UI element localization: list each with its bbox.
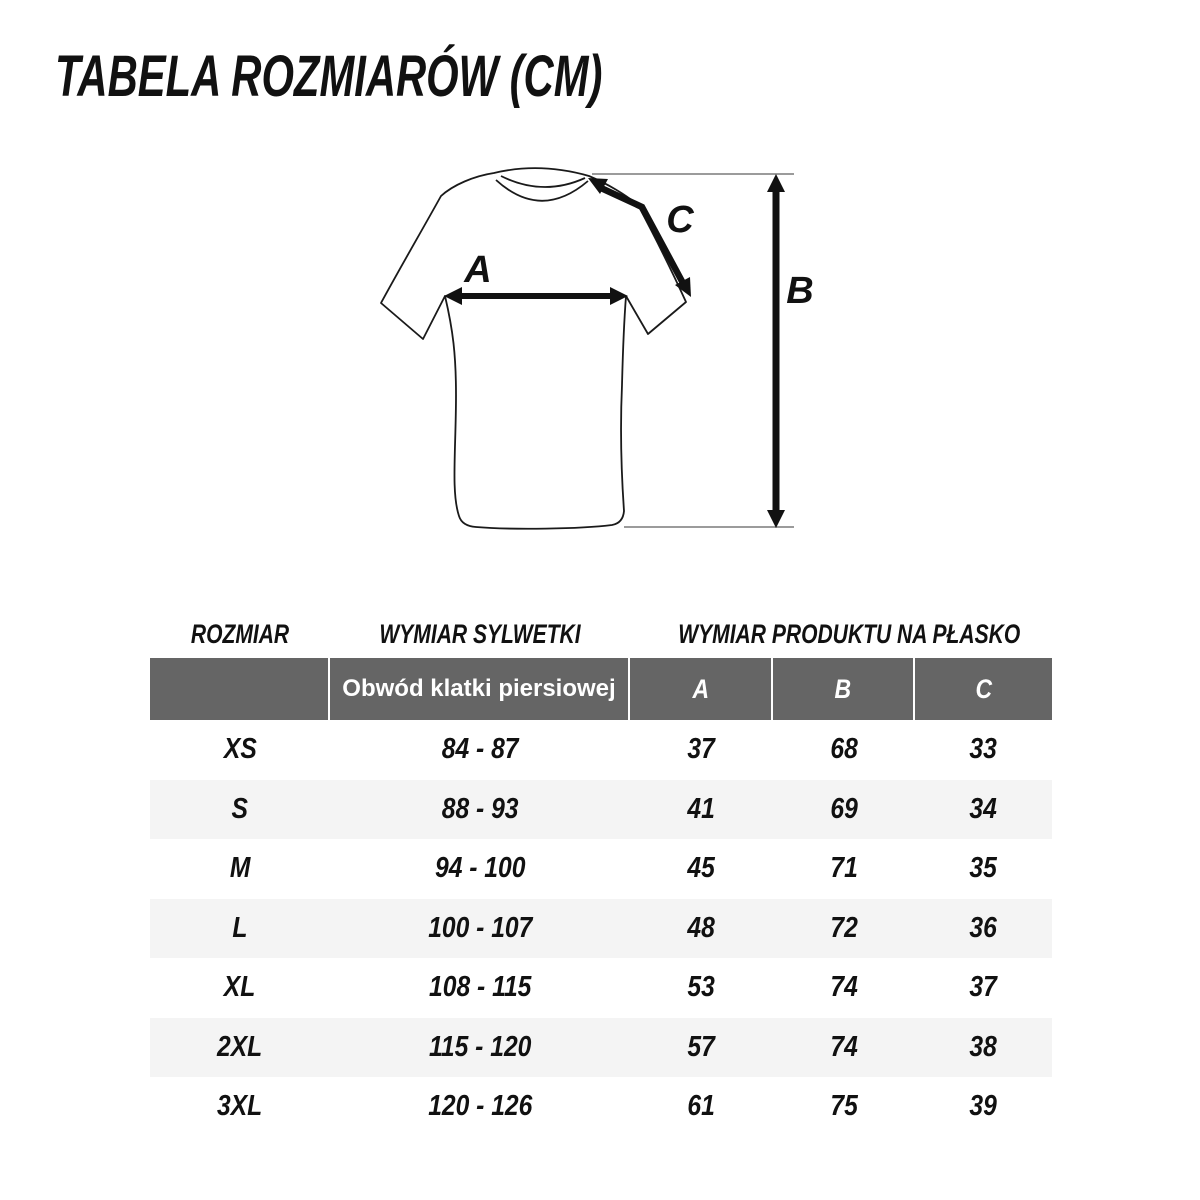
arrow-b: [767, 174, 785, 528]
chest-cell: 84 - 87: [441, 733, 519, 766]
c-cell: 34: [969, 792, 998, 825]
a-cell: 57: [687, 1030, 716, 1063]
table-group-header-row: [150, 610, 1052, 658]
b-cell: 74: [830, 1030, 858, 1063]
a-cell: 45: [687, 852, 716, 885]
group-header-size: ROZMIAR: [190, 618, 290, 649]
c-cell: 38: [969, 1030, 998, 1063]
size-table: [150, 610, 1052, 1137]
table-row-3xl: [150, 1077, 1052, 1137]
chest-cell: 94 - 100: [434, 852, 526, 885]
table-column-header-row: [150, 658, 1052, 720]
c-cell: 33: [969, 733, 998, 766]
b-cell: 75: [830, 1090, 858, 1123]
page-title-text: TABELA ROZMIARÓW (CM): [55, 44, 603, 109]
column-header-b: B: [773, 658, 915, 720]
b-cell: 72: [830, 911, 858, 944]
table-row-s: [150, 780, 1052, 840]
table-row-xl: [150, 958, 1052, 1018]
a-cell: 48: [687, 911, 716, 944]
label-c: C: [666, 199, 694, 241]
chest-cell: 88 - 93: [441, 792, 519, 825]
column-header-chest: Obwód klatki piersiowej: [330, 658, 630, 720]
b-cell: 74: [830, 971, 858, 1004]
label-b: B: [786, 270, 814, 312]
size-cell: 3XL: [217, 1090, 263, 1123]
table-row-m: [150, 839, 1052, 899]
group-header-product-flat: WYMIAR PRODUKTU NA PŁASKO: [678, 618, 1021, 649]
size-cell: 2XL: [217, 1030, 263, 1063]
page-title: [55, 44, 815, 109]
c-cell: 35: [969, 852, 998, 885]
a-cell: 41: [687, 792, 716, 825]
tshirt-measurement-diagram: [330, 130, 850, 600]
b-cell: 68: [830, 733, 858, 766]
b-cell: 69: [830, 792, 858, 825]
column-header-empty: [150, 658, 330, 720]
chest-cell: 120 - 126: [427, 1090, 533, 1123]
a-cell: 53: [687, 971, 716, 1004]
c-cell: 37: [969, 971, 998, 1004]
chest-cell: 100 - 107: [427, 911, 533, 944]
table-row-2xl: [150, 1018, 1052, 1078]
table-row-xs: [150, 720, 1052, 780]
a-cell: 37: [687, 733, 716, 766]
c-cell: 39: [969, 1090, 998, 1123]
size-cell: M: [229, 852, 251, 885]
chest-cell: 108 - 115: [428, 971, 532, 1004]
b-cell: 71: [830, 852, 858, 885]
label-a: A: [464, 249, 492, 291]
c-cell: 36: [969, 911, 998, 944]
size-cell: S: [231, 792, 249, 825]
size-cell: L: [232, 911, 248, 944]
tshirt-outline: [381, 168, 686, 529]
group-header-body-measure: WYMIAR SYLWETKI: [379, 618, 581, 649]
table-row-l: [150, 899, 1052, 959]
column-header-c: C: [975, 673, 992, 704]
column-header-a: A: [630, 658, 773, 720]
a-cell: 61: [687, 1090, 716, 1123]
size-cell: XS: [223, 733, 257, 766]
chest-cell: 115 - 120: [428, 1030, 532, 1063]
size-cell: XL: [224, 971, 256, 1004]
